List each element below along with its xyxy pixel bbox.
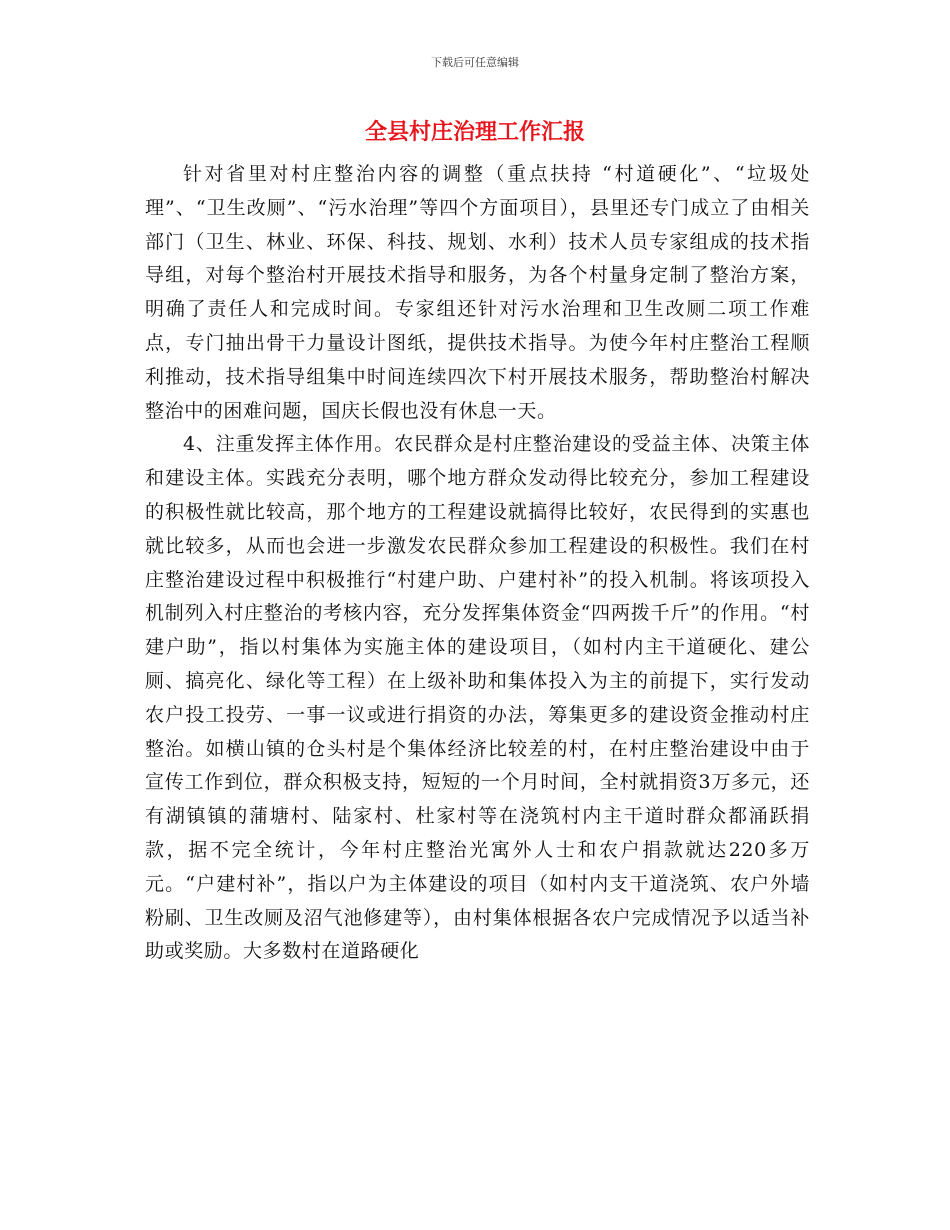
paragraph-technical-guidance: 针对省里对村庄整治内容的调整（重点扶持 “村道硬化”、“垃圾处理”、“卫生改厕”、“污水治理”等四个方面项目），县里还专门成立了由相关部门（卫生、林业、环保、科技、规划、水利）技术人员专家组成的技术指导组，对每个整治村开展技术指导和服务，为各个村量身定制了整治方案，明确了责任人和完成时间。专家组还针对污水治理和卫生改厕二项工作难点，专门抽出骨干力量设计图纸，提供技术指导。为使今年村庄整治工程顺利推动，技术指导组集中时间连续四次下村开展技术服务，帮助整治村解决整治中的困难问题，国庆长假也没有休息一天。 xyxy=(145,163,810,422)
header-note: 下载后可任意编辑 xyxy=(431,56,519,69)
document-title: 全县村庄治理工作汇报 xyxy=(364,120,585,145)
document-body xyxy=(145,158,810,969)
paragraph-main-role: 4、注重发挥主体作用。农民群众是村庄整治建设的受益主体、决策主体和建设主体。实践充分表明，哪个地方群众发动得比较充分，参加工程建设的积极性就比较高，那个地方的工程建设就搞得比较好，农民得到的实惠也就比较多，从而也会进一步激发农民群众参加工程建设的积极性。我们在村庄整治建设过程中积极推行“村建户助、户建村补”的投入机制。将该项投入机制列入村庄整治的考核内容，充分发挥集体资金“四两拨千斤”的作用。“村建户助”，指以村集体为实施主体的建设项目，（如村内主干道硬化、建公厕、搞亮化、绿化等工程）在上级补助和集体投入为主的前提下，实行发动农户投工投劳、一事一议或进行捐资的办法，筹集更多的建设资金推动村庄整治。如横山镇的仓头村是个集体经济比较差的村，在村庄整治建设中由于宣传工作到位，群众积极支持，短短的一个月时间，全村就捐资3万多元，还有湖镇镇的蒲塘村、陆家村、杜家村等在浇筑村内主干道时群众都涌跃捐款，据不完全统计，今年村庄整治光寓外人士和农户捐款就达220多万元。“户建村补”，指以户为主体建设的项目（如村内支干道浇筑、农户外墙粉刷、卫生改厕及沼气池修建等），由村集体根据各农户完成情况予以适当补助或奖励。大多数村在道路硬化 xyxy=(145,433,810,963)
